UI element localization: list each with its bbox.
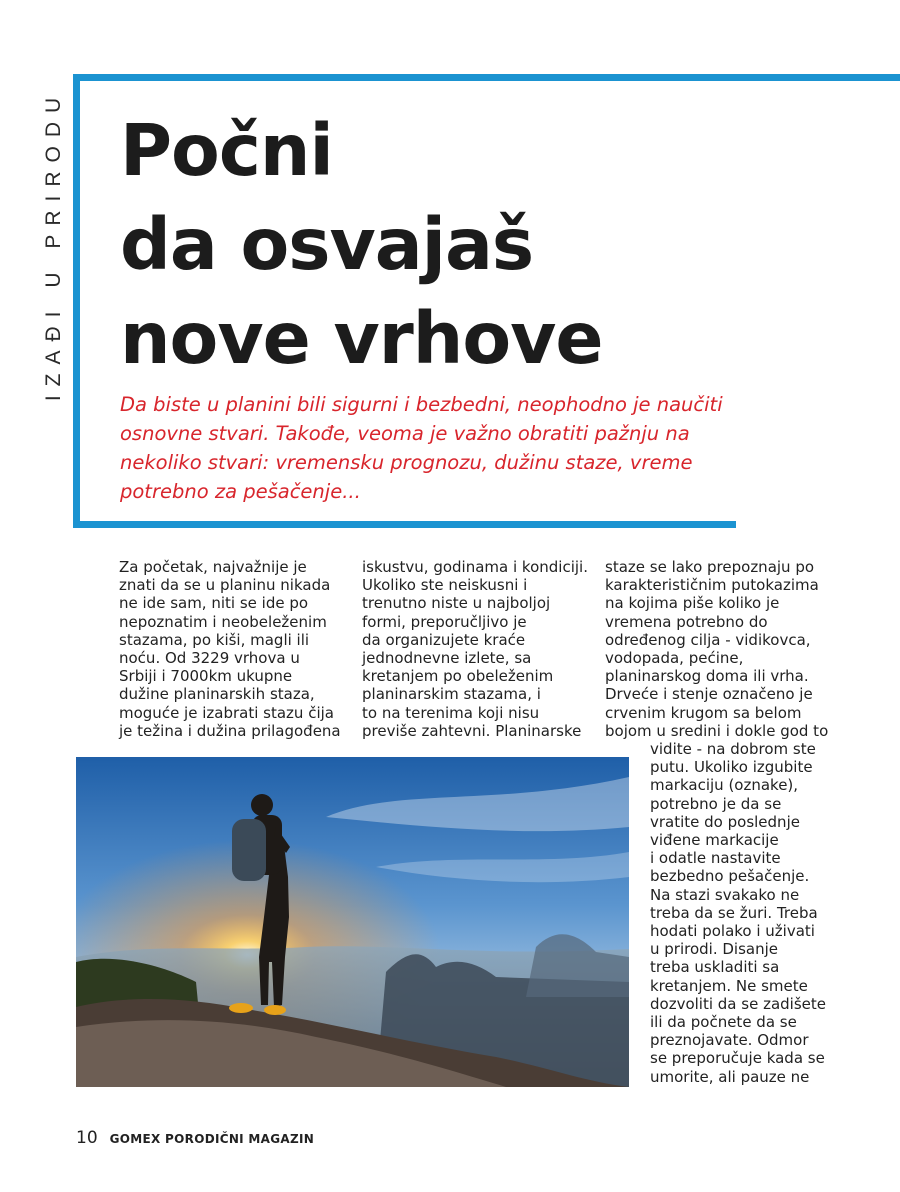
title-line: da osvajaš — [120, 203, 534, 286]
body-line: viđene markacije — [650, 831, 779, 850]
body-line: potrebno je da se — [650, 794, 782, 813]
body-line: preznojavate. Odmor — [650, 1031, 809, 1050]
body-line: Za početak, najvažnije je — [119, 558, 307, 576]
body-line: na kojima piše koliko je — [605, 594, 780, 613]
body-line: vremena potrebno do — [605, 612, 768, 631]
body-line: da organizujete kraće — [362, 630, 526, 649]
body-line: treba da se žuri. Treba — [650, 903, 818, 922]
body-line: moguće je izabrati stazu čija — [119, 703, 334, 722]
body-line: se preporučuje kada se — [650, 1049, 825, 1068]
frame-bottom-rule — [73, 521, 736, 528]
body-line: jednodnevne izlete, sa — [362, 649, 532, 668]
hiker-sunset-photo — [76, 757, 629, 1087]
body-line: staze se lako prepoznaju po — [605, 558, 815, 576]
body-line: znati da se u planinu nikada — [119, 576, 331, 595]
page-footer — [76, 1128, 314, 1148]
body-line: kretanjem po obeleženim — [362, 667, 554, 686]
body-line: planinarskog doma ili vrha. — [605, 667, 809, 686]
body-line: treba uskladiti sa — [650, 958, 780, 977]
body-line: markaciju (oznake), — [650, 776, 799, 795]
frame-left-rule — [73, 74, 80, 528]
body-line: vodopada, pećine, — [605, 649, 744, 668]
body-line: bojom u sredini i dokle god to — [605, 721, 829, 740]
body-line: planinarskim stazama, i — [362, 685, 541, 704]
body-column-3-continued — [650, 740, 826, 1086]
magazine-name: GOMEX PORODIČNI MAGAZIN — [109, 1132, 315, 1146]
body-line: trenutno niste u najboljoj — [362, 594, 551, 613]
frame-top-rule — [73, 74, 900, 81]
body-line: ne ide sam, niti se ide po — [119, 594, 309, 613]
body-line: bezbedno pešačenje. — [650, 867, 810, 886]
page-number: 10 — [76, 1128, 98, 1148]
body-line: noću. Od 3229 vrhova u — [119, 649, 300, 668]
body-line: vidite - na dobrom ste — [650, 740, 816, 758]
title-line: Počni — [120, 109, 333, 192]
body-column-1 — [119, 558, 341, 740]
body-line: previše zahtevni. Planinarske — [362, 721, 582, 740]
body-line: crvenim krugom sa belom — [605, 703, 802, 722]
body-line: određenog cilja - vidikovca, — [605, 630, 811, 649]
body-line: dužine planinarskih staza, — [119, 685, 315, 704]
body-line: Ukoliko ste neiskusni i — [362, 576, 528, 595]
article-title — [120, 104, 820, 386]
section-label-text: IZAĐI U PRIRODU — [42, 88, 65, 402]
body-line: putu. Ukoliko izgubite — [650, 758, 813, 777]
body-column-3 — [605, 558, 828, 740]
body-line: Na stazi svakako ne — [650, 885, 800, 904]
title-line: nove vrhove — [120, 297, 603, 380]
body-line: karakterističnim putokazima — [605, 576, 819, 595]
body-line: stazama, po kiši, magli ili — [119, 630, 310, 649]
body-column-2 — [362, 558, 588, 740]
body-line: kretanjem. Ne smete — [650, 976, 808, 995]
body-line: je težina i dužina prilagođena — [119, 721, 341, 740]
body-line: hodati polako i uživati — [650, 922, 815, 941]
lead-paragraph: Da biste u planini bili sigurni i bezbedni, neophodno je naučiti osnovne stvari. Takođe, veoma je važno obratiti pažnju na nekoliko stvari: vremensku prognozu, dužinu staze, vreme potrebno za pešačenje... — [120, 393, 723, 503]
body-line: vratite do poslednje — [650, 812, 800, 831]
body-line: dozvoliti da se zadišete — [650, 994, 826, 1013]
body-line: i odatle nastavite — [650, 849, 781, 868]
body-line: iskustvu, godinama i kondiciji. — [362, 558, 588, 576]
body-line: u prirodi. Disanje — [650, 940, 778, 959]
body-line: Drveće i stenje označeno je — [605, 685, 813, 704]
body-line: nepoznatim i neobeleženim — [119, 612, 327, 631]
body-line: formi, preporučljivo je — [362, 612, 527, 631]
body-line: to na terenima koji nisu — [362, 703, 540, 722]
body-line: Srbiji i 7000km ukupne — [119, 667, 293, 686]
body-line: ili da počnete da se — [650, 1013, 797, 1032]
body-line: umorite, ali pauze ne — [650, 1067, 810, 1086]
